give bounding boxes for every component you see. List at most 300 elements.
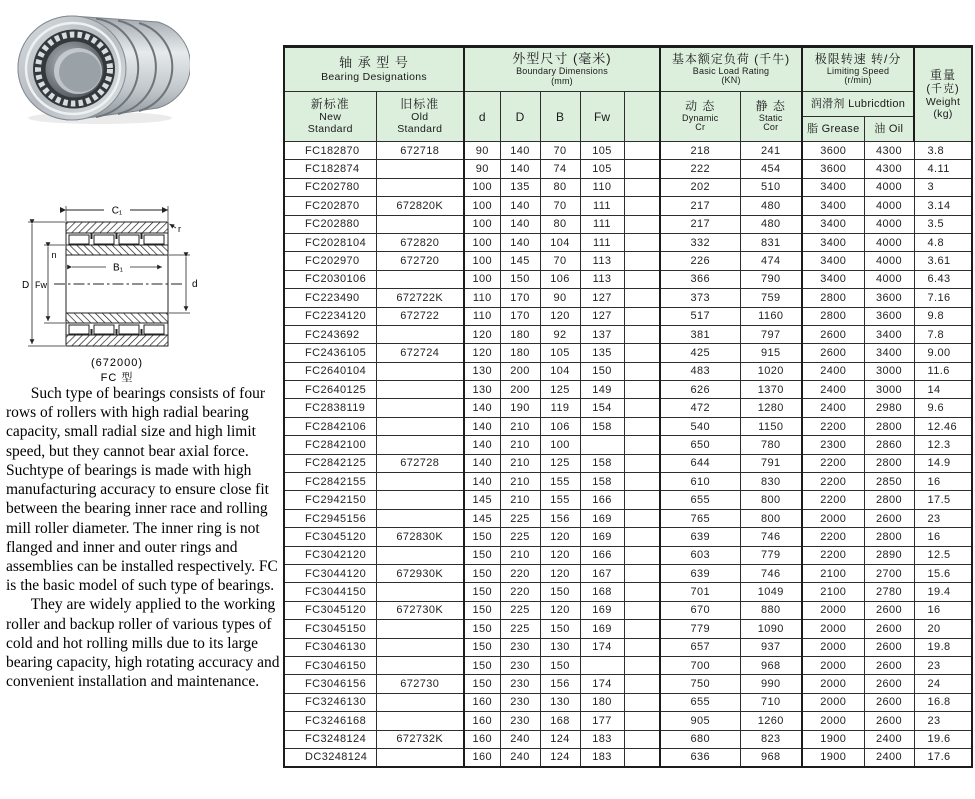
header-weight-en: Weight: [925, 95, 961, 108]
cell-old: [376, 362, 464, 380]
cell-B: 130: [540, 638, 580, 656]
cell-blank: [624, 142, 660, 160]
cell-oil: 3000: [864, 381, 914, 399]
cell-cr: 425: [660, 344, 740, 362]
cell-new: FC3042120: [284, 546, 376, 564]
description-paragraph-1: Such type of bearings consists of four rows of rollers with high radial bearing capacity, small radial size and high limit speed, but they cannot bear axial force. Suchtype of bearings is made with high manufacturing accuracy to ensure close fit between the bearing inner race and rolling mill roller diameter. The inner ring is not flanged and inner and outer rings and assemblies can be installed respectively. FC is the basic model of such type of bearings.: [6, 385, 278, 595]
cell-weight: 9.6: [914, 399, 972, 417]
table-row: [284, 417, 972, 435]
cell-cor: 710: [740, 693, 802, 711]
cell-blank: [624, 748, 660, 766]
cell-cr: 332: [660, 233, 740, 251]
cell-old: [376, 656, 464, 674]
cell-grease: 3400: [802, 233, 864, 251]
cell-B: 120: [540, 564, 580, 582]
diagram-caption-series: (672000): [90, 357, 144, 369]
cell-blank: [624, 215, 660, 233]
header-static-zh: 静 态: [755, 98, 786, 113]
cell-old: [376, 215, 464, 233]
table-row: [284, 620, 972, 638]
table-row: [284, 528, 972, 546]
cell-grease: 2400: [802, 399, 864, 417]
cell-blank: [624, 454, 660, 472]
cell-B: 150: [540, 656, 580, 674]
cell-new: FC2942150: [284, 491, 376, 509]
cell-fw: 167: [580, 564, 624, 582]
cell-cor: 510: [740, 178, 802, 196]
header-load-rating: [660, 47, 802, 92]
header-oil: [864, 117, 914, 142]
cell-D: 145: [500, 252, 540, 270]
cell-cor: 968: [740, 748, 802, 766]
header-lubrication: [802, 92, 914, 117]
cell-B: 120: [540, 546, 580, 564]
cell-cor: 780: [740, 436, 802, 454]
cell-weight: 16: [914, 528, 972, 546]
cell-new: FC202870: [284, 197, 376, 215]
table-row: [284, 546, 972, 564]
cell-D: 135: [500, 178, 540, 196]
cell-oil: 4000: [864, 197, 914, 215]
cell-old: [376, 583, 464, 601]
cell-new: FC3046156: [284, 675, 376, 693]
cell-cr: 779: [660, 620, 740, 638]
header-dynamic: [660, 92, 740, 142]
cell-cor: 823: [740, 730, 802, 748]
cell-d: 100: [464, 252, 500, 270]
cell-d: 160: [464, 712, 500, 730]
cell-cr: 217: [660, 197, 740, 215]
cell-new: FC3044120: [284, 564, 376, 582]
cell-D: 225: [500, 509, 540, 527]
cell-D: 150: [500, 270, 540, 288]
cell-fw: 111: [580, 197, 624, 215]
cell-blank: [624, 656, 660, 674]
cell-old: [376, 712, 464, 730]
cell-fw: 111: [580, 215, 624, 233]
cell-blank: [624, 417, 660, 435]
cell-cor: 968: [740, 656, 802, 674]
cell-old: 672730K: [376, 601, 464, 619]
cell-d: 145: [464, 509, 500, 527]
header-weight-unit-en: (kg): [933, 107, 953, 120]
cell-blank: [624, 307, 660, 325]
cell-B: 150: [540, 583, 580, 601]
cell-D: 210: [500, 491, 540, 509]
cell-fw: 150: [580, 362, 624, 380]
cell-new: FC243692: [284, 325, 376, 343]
cell-cr: 639: [660, 528, 740, 546]
cell-cr: 472: [660, 399, 740, 417]
cell-blank: [624, 252, 660, 270]
header-designations: [284, 47, 464, 92]
cell-fw: 166: [580, 491, 624, 509]
cell-fw: 158: [580, 473, 624, 491]
cell-oil: 2860: [864, 436, 914, 454]
cell-D: 240: [500, 730, 540, 748]
cell-grease: 2100: [802, 564, 864, 582]
cell-cr: 483: [660, 362, 740, 380]
cell-D: 225: [500, 601, 540, 619]
cell-grease: 2800: [802, 307, 864, 325]
cell-B: 80: [540, 178, 580, 196]
cell-D: 225: [500, 528, 540, 546]
cell-cr: 217: [660, 215, 740, 233]
header-new-en2: Standard: [307, 123, 353, 136]
cell-cor: 937: [740, 638, 802, 656]
cell-blank: [624, 528, 660, 546]
table-row: [284, 197, 972, 215]
cell-d: 150: [464, 528, 500, 546]
table-row: [284, 436, 972, 454]
cell-old: 672820K: [376, 197, 464, 215]
cell-new: FC2030106: [284, 270, 376, 288]
cell-cr: 517: [660, 307, 740, 325]
cell-old: [376, 620, 464, 638]
cell-grease: 3400: [802, 197, 864, 215]
cell-oil: 2800: [864, 491, 914, 509]
header-new-en1: New: [319, 111, 342, 124]
cell-new: FC3248124: [284, 730, 376, 748]
cell-grease: 2300: [802, 436, 864, 454]
cell-blank: [624, 160, 660, 178]
dim-label-c1: C₁: [111, 205, 123, 217]
table-row: [284, 509, 972, 527]
cell-blank: [624, 197, 660, 215]
cell-B: 120: [540, 601, 580, 619]
cell-blank: [624, 344, 660, 362]
cell-old: 672720: [376, 252, 464, 270]
cell-oil: 2400: [864, 730, 914, 748]
cell-oil: 4000: [864, 252, 914, 270]
table-row: [284, 344, 972, 362]
cell-B: 104: [540, 362, 580, 380]
cell-d: 140: [464, 436, 500, 454]
cell-blank: [624, 583, 660, 601]
cell-blank: [624, 399, 660, 417]
cell-weight: 4.8: [914, 233, 972, 251]
cell-B: 124: [540, 748, 580, 766]
header-dynamic-en: Dynamic: [682, 112, 719, 123]
cell-new: FC2842106: [284, 417, 376, 435]
cell-fw: 174: [580, 638, 624, 656]
cell-D: 140: [500, 142, 540, 160]
cell-weight: 14.9: [914, 454, 972, 472]
cell-fw: [580, 436, 624, 454]
cell-new: FC2842100: [284, 436, 376, 454]
cell-cr: 680: [660, 730, 740, 748]
cell-D: 170: [500, 307, 540, 325]
table-row: [284, 638, 972, 656]
cell-d: 160: [464, 748, 500, 766]
cell-d: 100: [464, 178, 500, 196]
cell-weight: 3.8: [914, 142, 972, 160]
header-load-zh: 基本额定负荷 (千牛): [671, 51, 791, 66]
cell-B: 156: [540, 675, 580, 693]
cell-new: FC3246130: [284, 693, 376, 711]
cell-B: 155: [540, 473, 580, 491]
cell-old: [376, 748, 464, 766]
cell-d: 150: [464, 583, 500, 601]
cell-old: [376, 160, 464, 178]
cell-D: 220: [500, 583, 540, 601]
table-row: [284, 178, 972, 196]
cell-fw: 180: [580, 693, 624, 711]
bearing-section-diagram: [18, 194, 250, 390]
cell-grease: 3400: [802, 215, 864, 233]
table-row: [284, 454, 972, 472]
cell-fw: 105: [580, 142, 624, 160]
cell-grease: 3600: [802, 142, 864, 160]
cell-B: 156: [540, 509, 580, 527]
table-row: [284, 270, 972, 288]
cell-cor: 990: [740, 675, 802, 693]
cell-old: [376, 473, 464, 491]
cell-cor: 746: [740, 528, 802, 546]
table-row: [284, 583, 972, 601]
cell-blank: [624, 491, 660, 509]
cell-oil: 2600: [864, 601, 914, 619]
header-dimensions-zh: 外型尺寸 (毫米): [512, 51, 612, 67]
cell-old: [376, 381, 464, 399]
cell-weight: 3.14: [914, 197, 972, 215]
cell-new: FC2945156: [284, 509, 376, 527]
header-old-standard: [376, 92, 464, 142]
cell-D: 230: [500, 712, 540, 730]
fc-type-diagram: [18, 194, 250, 390]
cell-d: 150: [464, 638, 500, 656]
cell-cr: 765: [660, 509, 740, 527]
cell-cr: 610: [660, 473, 740, 491]
cell-D: 140: [500, 215, 540, 233]
cell-fw: 137: [580, 325, 624, 343]
cell-B: 90: [540, 289, 580, 307]
header-dimensions-unit: (mm): [551, 75, 573, 86]
cell-cr: 644: [660, 454, 740, 472]
cell-blank: [624, 178, 660, 196]
cell-cor: 779: [740, 546, 802, 564]
cell-weight: 23: [914, 712, 972, 730]
cell-cor: 1150: [740, 417, 802, 435]
cell-new: FC2234120: [284, 307, 376, 325]
cell-oil: 2600: [864, 656, 914, 674]
cell-oil: 2400: [864, 748, 914, 766]
cell-weight: 3.61: [914, 252, 972, 270]
cell-old: [376, 325, 464, 343]
bearing-spec-table-wrap: [283, 45, 973, 768]
header-limiting-speed: [802, 47, 914, 92]
cell-grease: 2000: [802, 656, 864, 674]
header-old-en1: Old: [411, 111, 429, 124]
header-load-unit: (KN): [721, 75, 741, 86]
cell-oil: 2800: [864, 417, 914, 435]
cell-d: 160: [464, 693, 500, 711]
cell-B: 80: [540, 215, 580, 233]
cell-d: 150: [464, 546, 500, 564]
cell-cr: 222: [660, 160, 740, 178]
cell-d: 130: [464, 381, 500, 399]
cell-B: 70: [540, 252, 580, 270]
cell-fw: 166: [580, 546, 624, 564]
cell-grease: 2000: [802, 638, 864, 656]
header-oil-label: 油 Oil: [874, 122, 904, 135]
cell-weight: 19.4: [914, 583, 972, 601]
cell-d: 150: [464, 620, 500, 638]
header-load-en: Basic Load Rating: [692, 65, 770, 76]
cell-cor: 915: [740, 344, 802, 362]
cell-grease: 3600: [802, 160, 864, 178]
cell-new: FC3046150: [284, 656, 376, 674]
cell-D: 210: [500, 454, 540, 472]
four-row-bearing-image: [8, 4, 190, 126]
cell-cr: 657: [660, 638, 740, 656]
cell-cr: 670: [660, 601, 740, 619]
cell-blank: [624, 436, 660, 454]
cell-cr: 381: [660, 325, 740, 343]
cell-D: 230: [500, 693, 540, 711]
header-old-en2: Standard: [397, 123, 443, 136]
header-col-Fw: Fw: [580, 92, 624, 142]
cell-blank: [624, 620, 660, 638]
cell-grease: 2200: [802, 473, 864, 491]
cell-old: [376, 436, 464, 454]
cell-blank: [624, 638, 660, 656]
cell-cor: 791: [740, 454, 802, 472]
cell-B: 74: [540, 160, 580, 178]
cell-B: 120: [540, 528, 580, 546]
cell-D: 190: [500, 399, 540, 417]
cell-D: 230: [500, 675, 540, 693]
cell-blank: [624, 473, 660, 491]
cell-oil: 4000: [864, 178, 914, 196]
cell-grease: 2000: [802, 693, 864, 711]
cell-cr: 540: [660, 417, 740, 435]
cell-new: FC3246168: [284, 712, 376, 730]
cell-B: 124: [540, 730, 580, 748]
cell-cor: 474: [740, 252, 802, 270]
header-new-standard: [284, 92, 376, 142]
table-row: [284, 233, 972, 251]
header-static-en: Static: [758, 112, 783, 123]
header-dynamic-symbol: Cr: [695, 122, 706, 133]
header-speed-zh: 极限转速 转/分: [814, 51, 902, 66]
cell-cor: 759: [740, 289, 802, 307]
cell-weight: 19.8: [914, 638, 972, 656]
cell-blank: [624, 233, 660, 251]
header-designations-zh: 轴 承 型 号: [339, 55, 409, 70]
cell-d: 130: [464, 362, 500, 380]
cell-old: 672820: [376, 233, 464, 251]
cell-oil: 3600: [864, 289, 914, 307]
cell-cr: 655: [660, 491, 740, 509]
cell-grease: 2400: [802, 362, 864, 380]
cell-oil: 2800: [864, 454, 914, 472]
cell-oil: 3600: [864, 307, 914, 325]
cell-oil: 4000: [864, 233, 914, 251]
cell-cor: 800: [740, 491, 802, 509]
cell-weight: 16: [914, 601, 972, 619]
cell-weight: 24: [914, 675, 972, 693]
cell-B: 106: [540, 270, 580, 288]
cell-blank: [624, 325, 660, 343]
header-lubrication-label: 润滑剂 Lubricdtion: [810, 97, 906, 110]
header-speed-en: Limiting Speed: [826, 65, 890, 76]
cell-weight: 17.6: [914, 748, 972, 766]
cell-grease: 2400: [802, 381, 864, 399]
cell-old: [376, 509, 464, 527]
cell-new: DC3248124: [284, 748, 376, 766]
cell-cor: 790: [740, 270, 802, 288]
cell-cr: 373: [660, 289, 740, 307]
cell-grease: 2200: [802, 454, 864, 472]
cell-cor: 241: [740, 142, 802, 160]
table-row: [284, 748, 972, 766]
table-row: [284, 675, 972, 693]
cell-blank: [624, 712, 660, 730]
cell-oil: 2780: [864, 583, 914, 601]
cell-oil: 2600: [864, 693, 914, 711]
cell-fw: 169: [580, 509, 624, 527]
cell-fw: 183: [580, 748, 624, 766]
cell-cor: 1280: [740, 399, 802, 417]
cell-old: 672724: [376, 344, 464, 362]
cell-fw: 135: [580, 344, 624, 362]
header-dimensions: [464, 47, 660, 92]
cell-old: [376, 546, 464, 564]
cell-cr: 639: [660, 564, 740, 582]
cell-grease: 3400: [802, 178, 864, 196]
cell-grease: 2000: [802, 675, 864, 693]
cell-new: FC202780: [284, 178, 376, 196]
cell-grease: 2800: [802, 289, 864, 307]
cell-cr: 655: [660, 693, 740, 711]
table-row: [284, 693, 972, 711]
cell-cor: 800: [740, 509, 802, 527]
cell-B: 150: [540, 620, 580, 638]
cell-B: 125: [540, 454, 580, 472]
cell-D: 180: [500, 325, 540, 343]
cell-oil: 3000: [864, 362, 914, 380]
table-row: [284, 325, 972, 343]
cell-d: 100: [464, 270, 500, 288]
header-new-zh: 新标准: [310, 96, 350, 111]
cell-d: 140: [464, 454, 500, 472]
cell-D: 170: [500, 289, 540, 307]
cell-cor: 1090: [740, 620, 802, 638]
cell-weight: 16: [914, 473, 972, 491]
cell-D: 210: [500, 546, 540, 564]
cell-d: 150: [464, 656, 500, 674]
cell-oil: 2890: [864, 546, 914, 564]
cell-new: FC2436105: [284, 344, 376, 362]
cell-d: 150: [464, 601, 500, 619]
cell-cor: 480: [740, 197, 802, 215]
cell-D: 140: [500, 197, 540, 215]
cell-grease: 2200: [802, 491, 864, 509]
cell-fw: 105: [580, 160, 624, 178]
cell-d: 140: [464, 399, 500, 417]
cell-cor: 1370: [740, 381, 802, 399]
header-weight: [914, 47, 972, 142]
cell-weight: 3.5: [914, 215, 972, 233]
cell-fw: 177: [580, 712, 624, 730]
bearing-spec-table: [283, 45, 973, 768]
cell-grease: 1900: [802, 730, 864, 748]
cell-new: FC2640104: [284, 362, 376, 380]
cell-B: 155: [540, 491, 580, 509]
cell-d: 120: [464, 325, 500, 343]
cell-D: 180: [500, 344, 540, 362]
